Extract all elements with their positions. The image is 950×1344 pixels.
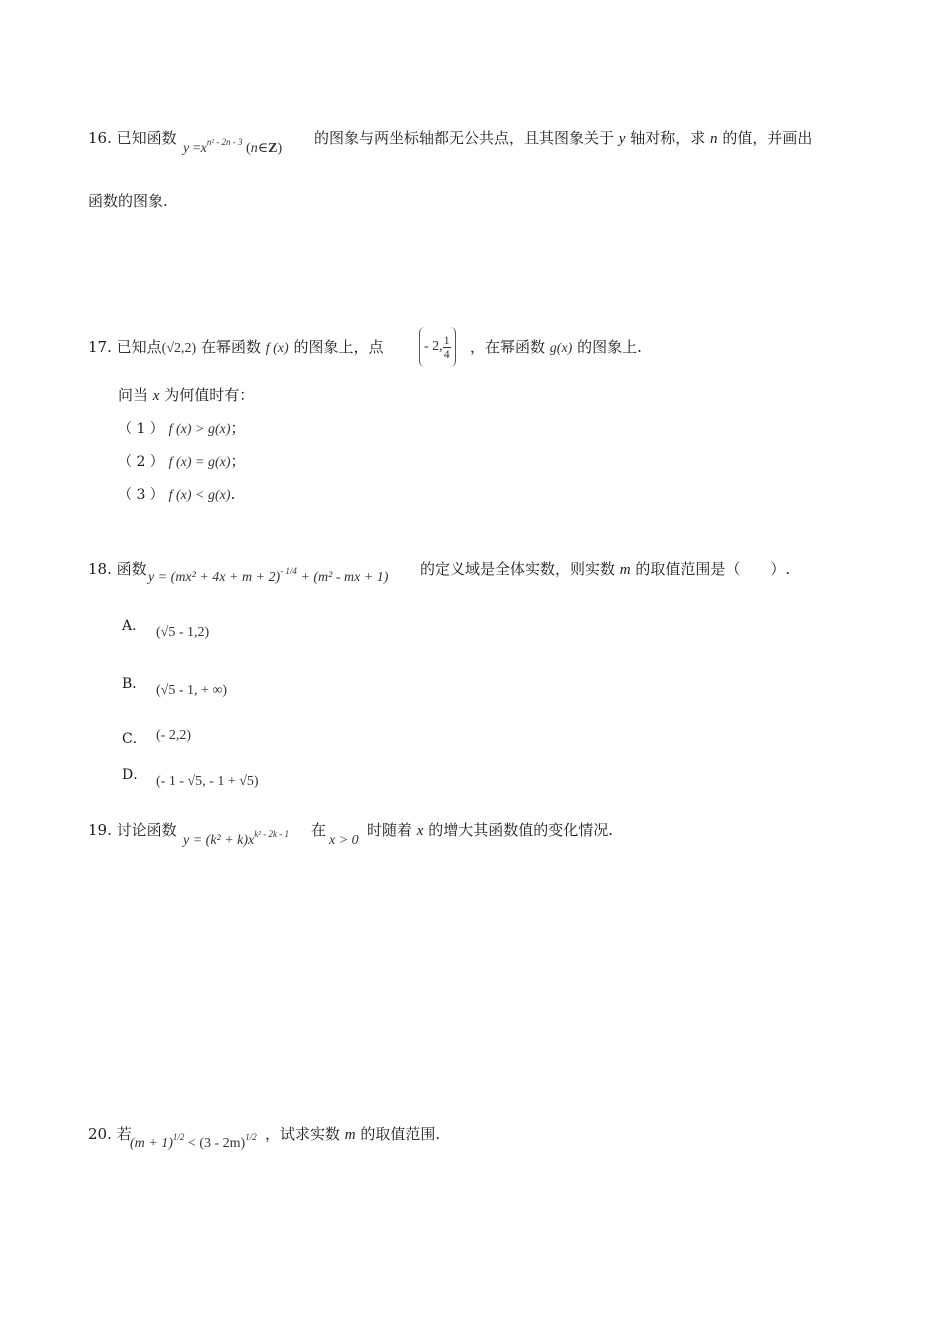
q17-number: 17.: [88, 338, 112, 356]
q17-text-a: 已知点: [116, 338, 162, 356]
q16-line1: [88, 128, 177, 148]
q16-text-c: 的值，并画出: [722, 129, 813, 147]
q18-option-a-label[interactable]: A．: [122, 618, 147, 634]
q17-text-c: 的图象上，点: [293, 338, 384, 356]
q17-item-1: [118, 418, 246, 440]
q20-stem-a: ，试求实数: [265, 1125, 341, 1143]
q17-ask-b: 为何值时有：: [164, 386, 255, 404]
q16-n-var: n: [710, 131, 718, 147]
q19-stem-a: 时随着: [367, 821, 413, 839]
q19-stem: [367, 820, 613, 841]
q18-option-b-label[interactable]: B．: [122, 676, 147, 692]
q20-number: 20.: [88, 1125, 112, 1143]
q18-option-d-value[interactable]: (- 1 - √5, - 1 + √5): [156, 774, 259, 789]
q20-lhs: (m + 1): [130, 1136, 173, 1151]
q20-stem: [265, 1124, 440, 1145]
q17-text-e: 的图象上.: [577, 338, 642, 356]
q17-point2: [419, 327, 456, 367]
q18-line1: [88, 559, 147, 579]
q19-mid: 在: [311, 821, 327, 839]
q20-formula: [130, 1132, 257, 1152]
q18-option-c-label[interactable]: C．: [122, 731, 147, 747]
q16-cond-open: (: [246, 141, 251, 156]
q18-formula: [148, 566, 389, 586]
q17-line1-tail: [470, 337, 642, 359]
q19-number: 19.: [88, 821, 112, 839]
q19-prefix: 讨论函数: [116, 821, 177, 839]
q18-option-c-value[interactable]: (- 2,2): [156, 728, 191, 743]
q16-x: x: [200, 141, 207, 156]
q20-lhs-exp: 1/2: [172, 1132, 185, 1142]
q17-item-end: .: [230, 485, 236, 503]
q17-point1: (√2,2): [161, 341, 197, 356]
q17-item-expr: f (x) > g(x): [168, 422, 231, 437]
q18-formula-tail: + (m² - mx + 1): [300, 570, 389, 585]
q19-line1: [88, 820, 177, 840]
q16-cond-Z: Z: [268, 141, 278, 156]
q18-prefix: 函数: [116, 560, 147, 578]
q18-stem: [420, 559, 790, 580]
q16-y-axis: y: [618, 131, 626, 147]
q16-line2: 函数的图象.: [88, 192, 168, 210]
q18-option-b-value[interactable]: (√5 - 1, + ∞): [156, 683, 228, 698]
q17-frac-den: 4: [443, 346, 450, 361]
q18-stem-b: 的取值范围是（ ）.: [635, 560, 791, 578]
q17-f-of-x: f (x): [265, 341, 289, 356]
q17-item-label: （ 1 ）: [118, 421, 164, 437]
q17-text-d: ，在幂函数: [470, 338, 546, 356]
q16-cond-close: ): [277, 141, 283, 156]
q17-item-label: （ 3 ）: [118, 487, 164, 503]
q16-formula: [183, 137, 283, 157]
q18-formula-main: y = (mx² + 4x + m + 2): [148, 570, 281, 585]
q17-text-b: 在幂函数: [200, 338, 261, 356]
q16-text-a: 的图象与两坐标轴都无公共点，且其图象关于: [314, 129, 615, 147]
q20-rhs: (3 - 2m): [199, 1136, 246, 1151]
q20-rhs-exp: 1/2: [245, 1132, 257, 1142]
q17-g-of-x: g(x): [549, 341, 573, 356]
q17-line1: [88, 337, 383, 359]
q18-m-var: m: [619, 562, 631, 578]
q19-stem-b: 的增大其函数值的变化情况.: [428, 821, 614, 839]
q18-number: 18.: [88, 560, 112, 578]
q17-item-3: [118, 484, 235, 506]
q16-eq: =: [192, 141, 201, 156]
q17-item-end: ；: [230, 452, 246, 470]
q16-exponent: n² - 2n - 3: [206, 137, 243, 147]
q16-y: y: [183, 141, 190, 156]
q16-cond-in: ∈: [257, 141, 269, 156]
q19-formula: [183, 829, 289, 849]
q18-stem-a: 的定义域是全体实数，则实数: [420, 560, 616, 578]
q17-item-end: ；: [230, 419, 246, 437]
q19-formula-exp: k² - 2k - 1: [254, 829, 289, 839]
q17-ask-x: x: [152, 388, 160, 404]
q19-cond: x > 0: [329, 833, 359, 848]
q17-frac-num: 1: [443, 332, 450, 347]
q17-point2-x: - 2,: [424, 339, 443, 354]
q17-ask-a: 问当: [118, 386, 149, 404]
q20-m-var: m: [344, 1127, 356, 1143]
q17-item-label: （ 2 ）: [118, 454, 164, 470]
q20-prefix: 若: [116, 1125, 132, 1143]
q17-point2-frac: [443, 334, 451, 361]
q18-option-d-label[interactable]: D．: [122, 767, 148, 783]
q16-prefix: 已知函数: [116, 129, 177, 147]
q17-ask: [118, 385, 254, 406]
q20-line1: [88, 1124, 132, 1144]
q16-number: 16.: [88, 129, 112, 147]
q19-x-var: x: [416, 823, 424, 839]
q16-cond-n: n: [250, 141, 258, 156]
q17-item-expr: f (x) < g(x): [168, 488, 231, 503]
q18-formula-exp: - 1/4: [280, 566, 297, 576]
q17-item-expr: f (x) = g(x): [168, 455, 231, 470]
q16-text-b: 轴对称，求: [630, 129, 706, 147]
q20-op: <: [187, 1136, 196, 1151]
q19-formula-main: y = (k² + k)x: [183, 833, 255, 848]
q16-line1-rest: [314, 128, 812, 149]
q20-stem-b: 的取值范围.: [360, 1125, 441, 1143]
q17-item-2: [118, 451, 246, 473]
q18-option-a-value[interactable]: (√5 - 1,2): [156, 625, 210, 640]
